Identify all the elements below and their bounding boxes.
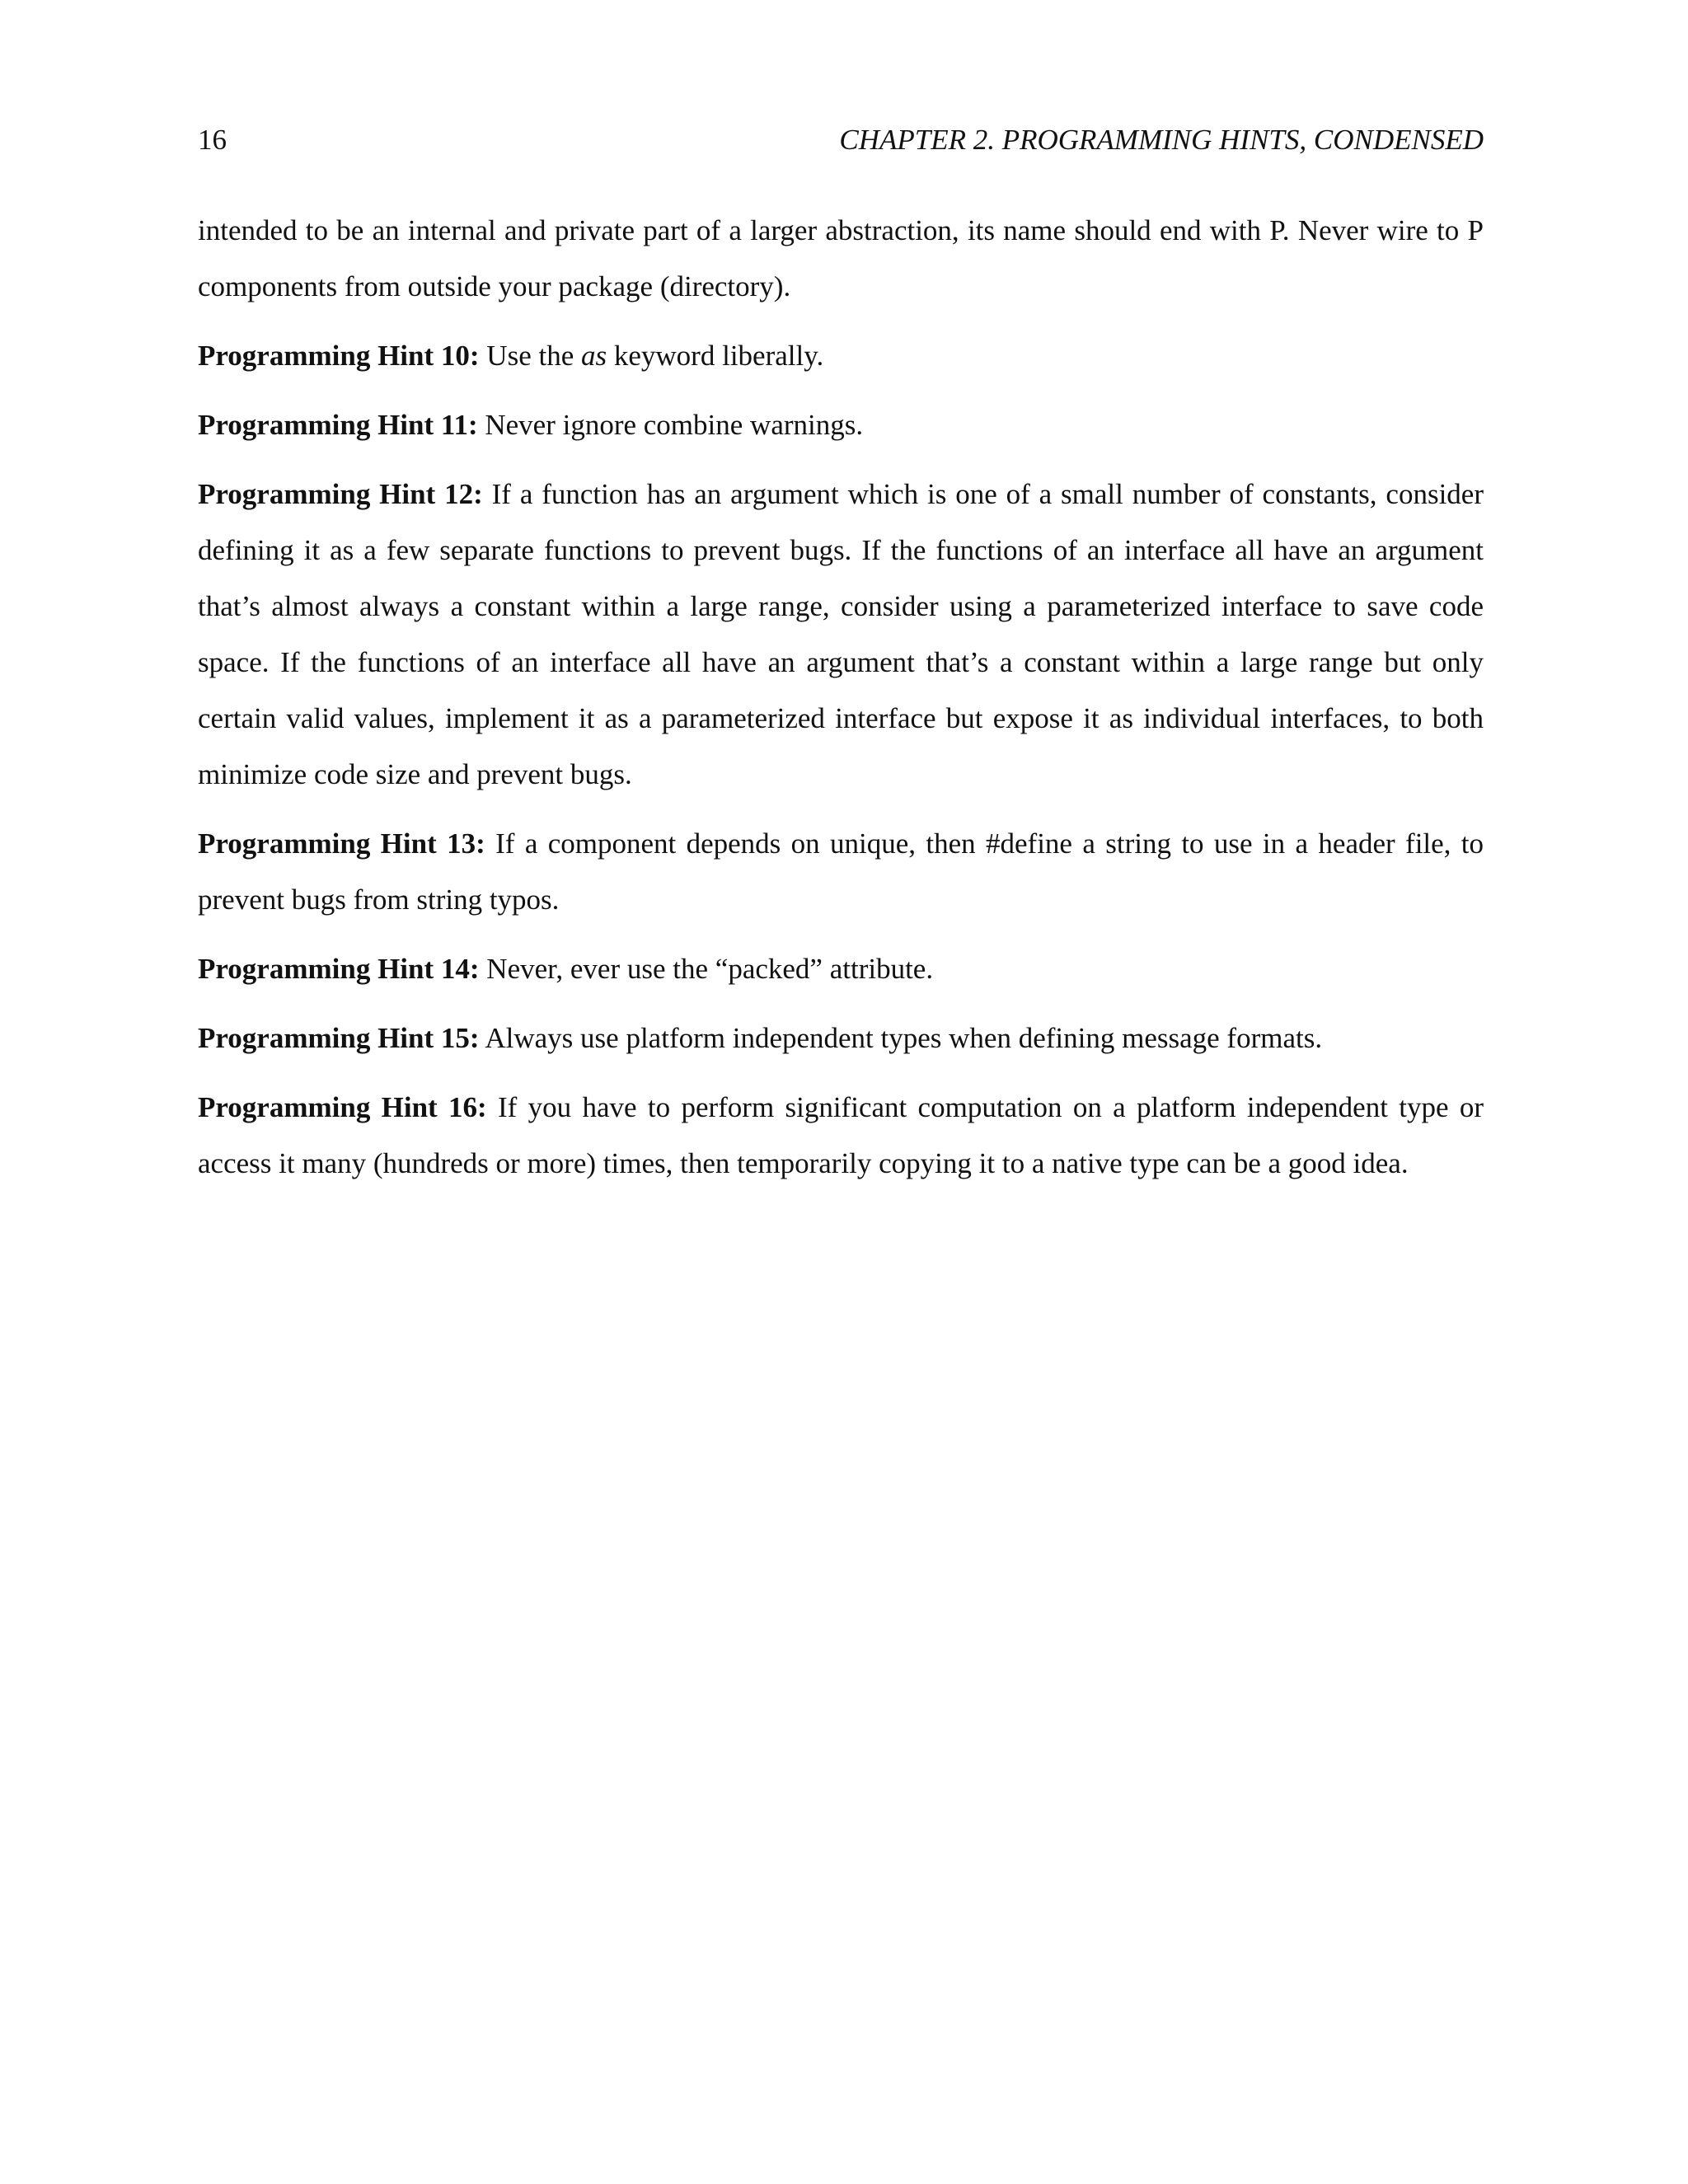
hint-10 [198,328,1484,384]
body-text [198,203,1484,1205]
hint-11 [198,397,1484,453]
hint-13 [198,816,1484,928]
page-header [198,124,1484,166]
hint-label: Programming Hint 11: [198,409,478,441]
hint-text: Use the [486,340,574,372]
hint-label: Programming Hint 12: [198,478,483,510]
hint-14 [198,941,1484,997]
hint-text: Always use platform independent types when defining message formats. [485,1022,1323,1054]
hint-label: Programming Hint 15: [198,1022,480,1054]
page-number: 16 [198,124,227,156]
hint-12 [198,466,1484,803]
hint-text: If you have to perform significant computation on a platform independent type or access it many (hundreds or more) times, then temporarily copying it to a native type can be a good idea. [198,1091,1484,1179]
hint-text: Never, ever use the “packed” attribute. [486,953,934,985]
hint-label: Programming Hint 10: [198,340,480,372]
hint-16 [198,1080,1484,1192]
hint-text: keyword liberally. [613,340,824,372]
continuation-paragraph: intended to be an internal and private part of a larger abstraction, its name should end with P. Never wire to P components from outside your package (directory). [198,214,1484,302]
hint-15 [198,1010,1484,1066]
hint-text: If a function has an argument which is one of a small number of constants, consider defining it as a few separate functions to prevent bugs. If the functions of an interface all have an argument that’s almost always a constant within a large range, consider using a parameterized interface to save code space. If the functions of an interface all have an argument that’s a constant within a large range but only certain valid values, implement it as a parameterized interface but expose it as individual interfaces, to both minimize code size and prevent bugs. [198,478,1484,790]
hint-label: Programming Hint 16: [198,1091,487,1123]
hint-keyword: as [581,340,607,372]
hint-label: Programming Hint 14: [198,953,480,985]
hint-label: Programming Hint 13: [198,827,485,860]
hint-text: Never ignore combine warnings. [485,409,864,441]
hint-text: If a component depends on unique, then #define a string to use in a header file, to prevent bugs from string typos. [198,827,1484,916]
running-head: CHAPTER 2. PROGRAMMING HINTS, CONDENSED [839,124,1484,156]
